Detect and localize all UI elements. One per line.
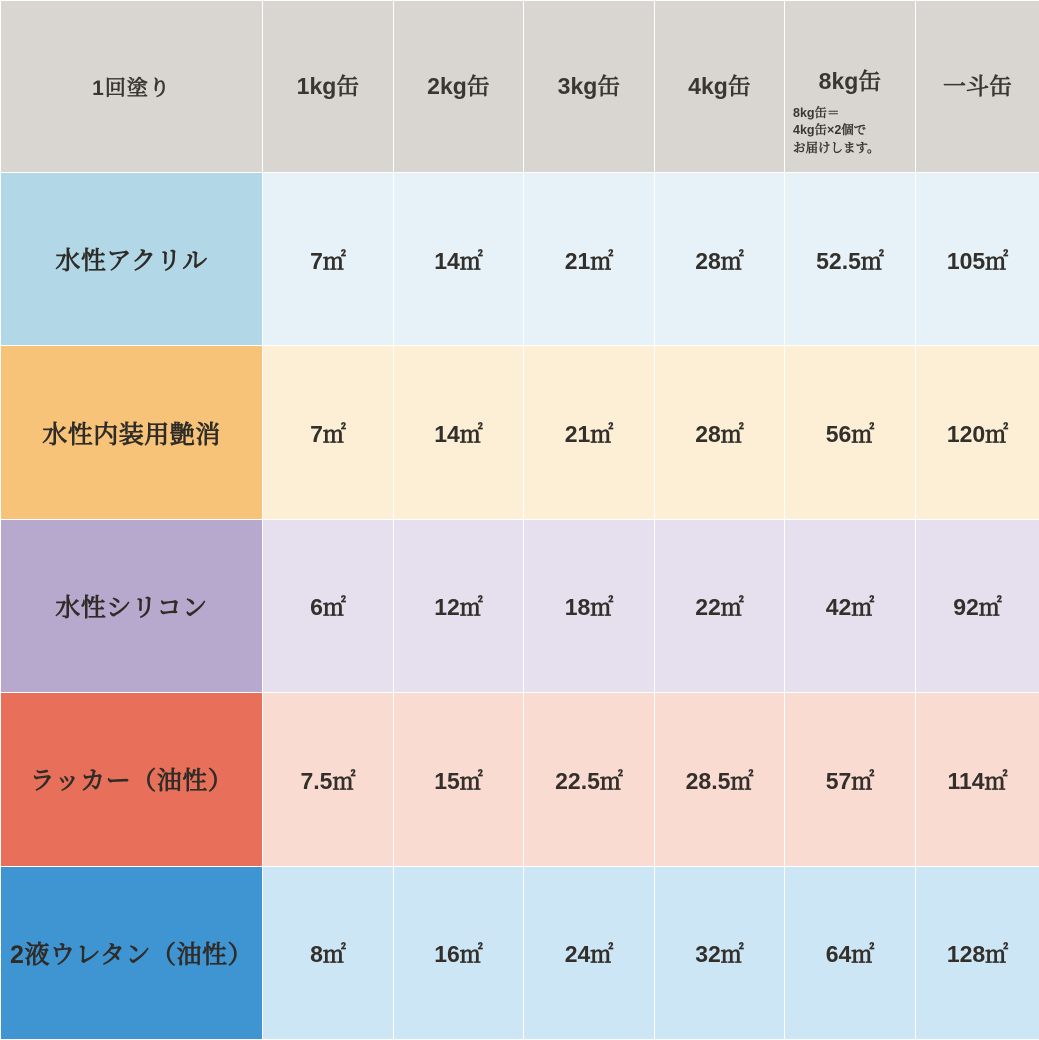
cell-matte-2kg: 14㎡	[394, 346, 524, 519]
column-header-itto	[916, 1, 1039, 173]
cell-lacquer-4kg: 28.5㎡	[655, 693, 785, 866]
cell-silicone-4kg: 22㎡	[655, 519, 785, 692]
cell-urethane-itto: 128㎡	[916, 866, 1039, 1039]
cell-silicone-8kg: 42㎡	[785, 519, 916, 692]
column-header-8kg	[785, 1, 916, 173]
cell-acryl-1kg: 7㎡	[263, 173, 394, 346]
cell-lacquer-8kg: 57㎡	[785, 693, 916, 866]
cell-urethane-3kg: 24㎡	[524, 866, 655, 1039]
cell-matte-itto: 120㎡	[916, 346, 1039, 519]
column-header-8kg-note: 8kg缶＝ 4kg缶×2個で お届けします。	[793, 105, 911, 157]
column-header-3kg	[524, 1, 655, 173]
cell-lacquer-2kg: 15㎡	[394, 693, 524, 866]
row-header-silicone: 水性シリコン	[1, 519, 263, 692]
cell-matte-8kg: 56㎡	[785, 346, 916, 519]
cell-matte-4kg: 28㎡	[655, 346, 785, 519]
cell-lacquer-itto: 114㎡	[916, 693, 1039, 866]
cell-urethane-2kg: 16㎡	[394, 866, 524, 1039]
cell-acryl-8kg: 52.5㎡	[785, 173, 916, 346]
cell-lacquer-3kg: 22.5㎡	[524, 693, 655, 866]
table-row	[1, 693, 1039, 866]
cell-silicone-itto: 92㎡	[916, 519, 1039, 692]
cell-urethane-8kg: 64㎡	[785, 866, 916, 1039]
column-header-4kg	[655, 1, 785, 173]
cell-urethane-4kg: 32㎡	[655, 866, 785, 1039]
row-header-matte: 水性内装用艶消	[1, 346, 263, 519]
cell-matte-1kg: 7㎡	[263, 346, 394, 519]
column-header-2kg-label: 2kg缶	[394, 74, 523, 99]
cell-silicone-2kg: 12㎡	[394, 519, 524, 692]
table-row	[1, 346, 1039, 519]
cell-acryl-4kg: 28㎡	[655, 173, 785, 346]
row-header-acryl: 水性アクリル	[1, 173, 263, 346]
cell-lacquer-1kg: 7.5㎡	[263, 693, 394, 866]
corner-header-label: 1回塗り	[1, 1, 263, 173]
column-header-8kg-label: 8kg缶	[785, 69, 915, 94]
column-header-1kg	[263, 1, 394, 173]
column-header-itto-label: 一斗缶	[916, 74, 1039, 99]
column-header-4kg-label: 4kg缶	[655, 74, 784, 99]
cell-acryl-3kg: 21㎡	[524, 173, 655, 346]
cell-acryl-2kg: 14㎡	[394, 173, 524, 346]
column-header-3kg-label: 3kg缶	[524, 74, 654, 99]
cell-silicone-1kg: 6㎡	[263, 519, 394, 692]
table-row	[1, 519, 1039, 692]
column-header-2kg	[394, 1, 524, 173]
table-row	[1, 173, 1039, 346]
cell-matte-3kg: 21㎡	[524, 346, 655, 519]
cell-silicone-3kg: 18㎡	[524, 519, 655, 692]
table-header-row	[1, 1, 1039, 173]
row-header-lacquer: ラッカー（油性）	[1, 693, 263, 866]
table-row	[1, 866, 1039, 1039]
cell-urethane-1kg: 8㎡	[263, 866, 394, 1039]
row-header-urethane: 2液ウレタン（油性）	[1, 866, 263, 1039]
column-header-1kg-label: 1kg缶	[263, 74, 393, 99]
cell-acryl-itto: 105㎡	[916, 173, 1039, 346]
